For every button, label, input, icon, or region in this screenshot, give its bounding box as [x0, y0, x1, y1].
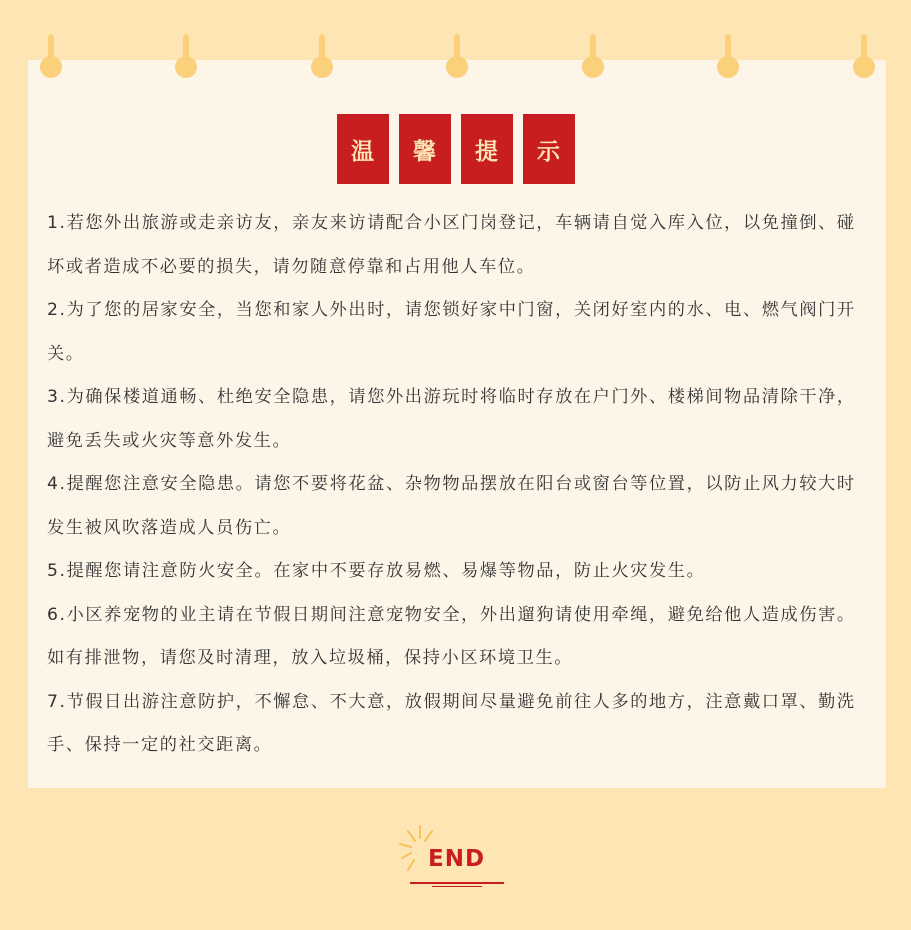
- title-char: 提: [461, 114, 513, 184]
- notice-item: 2.为了您的居家安全，当您和家人外出时，请您锁好家中门窗，关闭好室内的水、电、燃气阀门开关。: [47, 300, 856, 364]
- divider: [432, 886, 482, 887]
- notice-item: 3.为确保楼道通畅、杜绝安全隐患，请您外出游玩时将临时存放在户门外、楼梯间物品清除干净，避免丢失或火灾等意外发生。: [47, 387, 856, 451]
- title-char: 示: [523, 114, 575, 184]
- notice-body: [47, 202, 869, 768]
- end-mark: [398, 822, 508, 888]
- notice-item: 7.节假日出游注意防护，不懈怠、不大意，放假期间尽量避免前往人多的地方，注意戴口罩、勤洗手、保持一定的社交距离。: [47, 691, 856, 755]
- pin-decoration: [175, 34, 197, 78]
- notice-item: 5.提醒您请注意防火安全。在家中不要存放易燃、易爆等物品，防止火灾发生。: [47, 561, 706, 581]
- pin-decoration: [40, 34, 62, 78]
- notice-title: [0, 114, 911, 184]
- pin-decoration: [853, 34, 875, 78]
- pin-decoration: [582, 34, 604, 78]
- pin-decoration: [311, 34, 333, 78]
- pin-decoration: [717, 34, 739, 78]
- divider: [410, 882, 504, 884]
- notice-item: 1.若您外出旅游或走亲访友，亲友来访请配合小区门岗登记，车辆请自觉入库入位，以免撞倒、碰坏或者造成不必要的损失，请勿随意停靠和占用他人车位。: [47, 213, 856, 277]
- notice-item: 6.小区养宠物的业主请在节假日期间注意宠物安全，外出遛狗请使用牵绳，避免给他人造成伤害。如有排泄物，请您及时清理，放入垃圾桶，保持小区环境卫生。: [47, 604, 856, 668]
- title-char: 馨: [399, 114, 451, 184]
- pin-decoration: [446, 34, 468, 78]
- title-char: 温: [337, 114, 389, 184]
- notice-item: 4.提醒您注意安全隐患。请您不要将花盆、杂物物品摆放在阳台或窗台等位置，以防止风力较大时发生被风吹落造成人员伤亡。: [47, 474, 856, 538]
- end-label: END: [428, 846, 486, 872]
